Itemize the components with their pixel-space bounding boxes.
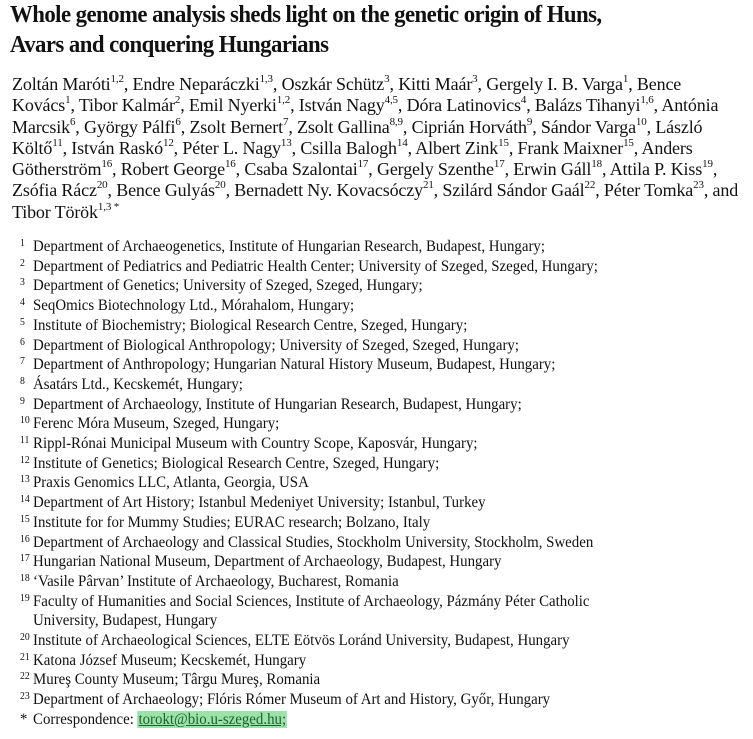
affiliation-text: SeqOmics Biotechnology Ltd., Mórahalom, Hungary; [33,297,355,315]
author-name: Gergely I. B. Varga [486,74,623,94]
affiliation-text: Department of Pediatrics and Pediatric Health Center; University of Szeged, Szeged, Hungary; [33,257,598,275]
author [71,138,173,158]
author-name: György Pálfi [84,116,176,137]
author-name: Emil Nyerki [188,95,277,116]
author-affiliation-ref: 6 [175,115,181,128]
affiliation-text: ‘Vasile Pârvan’ Institute of Archaeology, Bucharest, Romania [33,572,399,590]
affiliation-item: 14 Department of Art History; Istanbul Medeniyet University; Istanbul, Turkey [20,494,486,512]
author-affiliation-ref: 15 [623,136,634,149]
affiliation-text: Department of Biological Anthropology; University of Szeged, Szeged, Hungary; [33,336,520,354]
author [442,180,595,200]
affiliation-text: Rippl-Rónai Municipal Museum with Country Scope, Kaposvár, Hungary; [33,435,478,453]
author-name: László Költő [12,116,703,158]
author [535,95,654,115]
author [299,95,398,115]
author [121,159,236,179]
author [398,74,477,94]
author-name: Balázs Tihanyi [534,95,641,116]
author [12,74,124,94]
correspondence-label: Correspondence: [33,710,134,728]
author-affiliation-ref: 1,2 [276,94,291,107]
affiliation-text: Ásatárs Ltd., Kecskemét, Hungary; [33,375,243,393]
author-affiliation-ref: 17 [357,158,369,171]
author-name: Zsolt Bernert [189,116,283,137]
author-name: Frank Maixner [517,137,624,158]
author-name: Zoltán Maróti [12,74,111,94]
affiliation-text: Department of Genetics; University of Szeged, Szeged, Hungary; [33,277,423,295]
author-affiliation-ref: 16 [101,158,113,171]
author-name: Robert George [120,159,225,180]
author-name: Kitti Maár [398,74,473,94]
author-affiliation-ref: 16 [224,158,236,171]
author-name: Péter L. Nagy [182,137,281,158]
author [513,159,602,179]
author-name: Oszkár Schütz [281,74,385,94]
affiliation-item: 2 Department of Pediatrics and Pediatric Health Center; University of Szeged, Szeged, Hungary; [20,257,598,275]
author-affiliation-ref: 1 [65,94,71,107]
author-name: Endre Neparáczki [132,74,260,94]
author-affiliation-ref: 1 [622,73,629,85]
author-affiliation-ref: 20 [214,179,226,192]
author-affiliation-ref: 21 [422,179,434,192]
author-name: Dóra Latinovics [406,95,521,116]
affiliation-item: 17 Hungarian National Museum, Department of Archaeology, Budapest, Hungary [20,553,502,571]
author-affiliation-ref: 4,5 [384,94,398,107]
affiliation-text: Ferenc Móra Museum, Szeged, Hungary; [33,415,280,433]
affiliation-item-continued [20,611,699,631]
author-name: Attila P. Kiss [609,159,703,180]
author [604,180,704,200]
author-affiliation-ref: 10 [635,115,647,128]
author-affiliation-ref: 3 [384,73,390,85]
author-affiliation-ref: 1,3 * [97,200,120,213]
author-affiliation-ref: 1,3 [259,73,273,85]
author [244,159,368,179]
author-affiliation-ref: 1,6 [640,94,654,107]
author-affiliation-ref: 7 [282,115,289,128]
affiliation-text: Department of Anthropology; Hungarian Natural History Museum, Budapest, Hungary; [33,356,556,374]
correspondence-email-link[interactable]: torokt@bio.u-szeged.hu; [138,710,287,728]
affiliation-item: 20 Institute of Archaeological Sciences, ELTE Eötvös Loránd University, Budapest, Hungary [20,632,570,650]
affiliation-item: 10 Ferenc Móra Museum, Szeged, Hungary; [20,415,280,433]
author [133,74,273,94]
author-affiliation-ref: 3 [472,73,478,85]
author [486,74,628,94]
author-name: István Nagy [298,95,385,116]
author-affiliation-ref: 6 [69,115,76,128]
affiliation-item: 7 Department of Anthropology; Hungarian Natural History Museum, Budapest, Hungary; [20,356,556,374]
affiliation-item: 5 Institute of Biochemistry; Biological Research Centre, Szeged, Hungary; [20,316,468,334]
author-name: Csaba Szalontai [244,159,358,180]
affiliation-item: 4 SeqOmics Biotechnology Ltd., Mórahalom, Hungary; [20,297,355,315]
title-line-2: Avars and conquering Hungarians [10,31,329,58]
affiliation-text: Institute of Biochemistry; Biological Research Centre, Szeged, Hungary; [33,316,468,334]
author-affiliation-ref: 20 [96,179,108,192]
author [116,180,225,200]
author-affiliation-ref: 14 [396,136,408,149]
author-affiliation-ref: 1,2 [110,73,124,85]
author [412,117,533,137]
affiliation-item: 8 Ásatárs Ltd., Kecskemét, Hungary; [20,375,243,393]
affiliation-item: 1 Department of Archaeogenetics, Institute of Hungarian Research, Budapest, Hungary; [20,238,545,255]
affiliation-text: Katona József Museum; Kecskemét, Hungary [33,651,307,669]
author [541,117,647,137]
author-name: Antónia Marcsik [12,95,719,137]
affiliation-item: 12 Institute of Genetics; Biological Research Centre, Szeged, Hungary; [20,454,440,472]
author-affiliation-ref: 22 [584,179,596,192]
affiliation-item: 9 Department of Archaeology, Institute of Hungarian Research, Budapest, Hungary; [20,395,522,413]
author-affiliation-ref: 12 [162,136,174,149]
affiliation-item: 15 Institute for for Mummy Studies; EURAC research; Bolzano, Italy [20,513,431,531]
author-affiliation-ref: 2 [174,94,181,107]
affiliation-text: Department of Archaeogenetics, Institute of Hungarian Research, Budapest, Hungary; [33,238,545,255]
author-name: Zsófia Rácz [12,180,97,201]
author [84,117,181,137]
affiliation-item: 11 Rippl-Rónai Municipal Museum with Country Scope, Kaposvár, Hungary; [20,435,478,453]
affiliation-text: Department of Archaeology and Classical Studies, Stockholm University, Stockholm, Sweden [33,533,594,551]
title-line-1: Whole genome analysis sheds light on the genetic origin of Huns, [10,1,602,28]
author [189,95,290,115]
affiliation-text: Department of Archaeology; Flóris Rómer Museum of Art and History, Győr, Hungary [33,691,551,709]
author-name: Péter Tomka [603,180,694,201]
author-name: Bence Gulyás [116,180,215,201]
affiliation-text: Institute for for Mummy Studies; EURAC research; Bolzano, Italy [33,513,431,531]
author-affiliation-ref: 23 [693,179,704,192]
author [189,117,288,137]
affiliation-item: 3 Department of Genetics; University of Szeged, Szeged, Hungary; [20,277,423,295]
author [407,95,527,115]
author-affiliation-ref: 15 [498,136,509,149]
author-name: Ciprián Horváth [411,116,527,137]
affiliation-item: 22 Mureş County Museum; Târgu Mureş, Romania [20,671,321,689]
author [182,138,291,158]
affiliation-list [20,237,750,730]
affiliation-item: 23 Department of Archaeology; Flóris Rómer Museum of Art and History, Győr, Hungary [20,691,551,709]
affiliation-text: Mureş County Museum; Târgu Mureş, Romania [33,671,321,689]
affiliation-text: Faculty of Humanities and Social Sciences, Institute of Archaeology, Pázmány Péter Catholic [33,592,590,610]
author-name: Tibor Török [12,201,98,222]
author [12,180,108,200]
author-name: István Raskó [71,137,163,158]
author-name: Sándor Varga [540,116,636,137]
author [12,202,119,222]
author-name: Gergely Szenthe [376,159,494,180]
asterisk-marker: * [20,710,28,728]
affiliation-item: 19 Faculty of Humanities and Social Sciences, Institute of Archaeology, Pázmány Péter Catholic [20,592,590,610]
affiliation-item: 16 Department of Archaeology and Classical Studies, Stockholm University, Stockholm, Sweden [20,533,594,551]
affiliation-item: 18 ‘Vasile Pârvan’ Institute of Archaeology, Bucharest, Romania [20,572,399,590]
author [282,74,390,94]
affiliation-item: 21 Katona József Museum; Kecskemét, Hungary [20,651,307,669]
affiliation-text: Department of Art History; Istanbul Medeniyet University; Istanbul, Turkey [33,494,486,512]
author-affiliation-ref: 4 [520,94,527,107]
author-name: Szilárd Sándor Gaál [442,180,585,201]
author [415,138,509,158]
paper-title [10,0,698,60]
author-affiliation-ref: 13 [280,136,292,149]
author-name: Csilla Balogh [300,137,397,158]
affiliation-item: 6 Department of Biological Anthropology; University of Szeged, Szeged, Hungary; [20,336,520,354]
author-name: Albert Zink [415,137,499,158]
affiliation-text: Department of Archaeology, Institute of Hungarian Research, Budapest, Hungary; [33,395,522,413]
author-affiliation-ref: 8,9 [389,115,403,128]
author-name: Zsolt Gallina [297,116,390,137]
author [79,95,180,115]
author-affiliation-ref: 11 [52,136,63,149]
author-affiliation-ref: 9 [526,115,533,128]
affiliation-text: Institute of Archaeological Sciences, ELTE Eötvös Loránd University, Budapest, Hungary [33,632,570,650]
author-affiliation-ref: 18 [591,158,602,171]
author-list: Zoltán Maróti$^{1,2}$, Endre Neparáczki$^{1,3}$, Oszkár Schütz$^3$, Kitti Maár$^3$, Gergely I. B. Varga$^1$, Bence Kovács$^1$, Tibor Kalmár$^2$, Emil Nyerki$^{1,2}$, István Nagy$^{4,5}$, Dóra Latinovics$^4$, Balázs Tihanyi$^{1,6}$, Antónia Marcsik$^6$, György Pálfi$^6$, Zsolt Bernert$^7$, Zsolt Gallina$^{8,9}$, Ciprián Horváth$^9$, Sándor Varga$^{10}$, László Költő$^{11}$, István Raskó$^{12}$, Péter L. Nagy$^{13}$, Csilla Balogh$^{14}$, Albert Zink$^{15}$, Frank Maixner$^{15}$, Anders Götherström$^{16}$, Robert George$^{16}$, Csaba Szalontai$^{17}$, Gergely Szenthe$^{17}$, Erwin Gáll$^{18}$, Attila P. Kiss$^{19}$, Zsófia Rácz$^{20}$, Bence Gulyás$^{20}$, Bernadett Ny. Kovacsóczy$^{21}$, Szilárd Sándor Gaál$^{22}$, Péter Tomka$^{23}$, and Tibor Török$^{1,3 *}$ [12,73,739,222]
author [377,159,505,179]
author-name: Erwin Gáll [513,159,592,180]
affiliation-text: Institute of Genetics; Biological Research Centre, Szeged, Hungary; [33,454,440,472]
author [297,117,403,137]
affiliation-text: Hungarian National Museum, Department of Archaeology, Budapest, Hungary [33,553,502,571]
author [610,159,713,179]
author [518,138,634,158]
correspondence [20,710,699,730]
author-name: Bence Kovács [12,74,682,116]
author-name: Tibor Kalmár [78,95,175,116]
affiliation-text: Praxis Genomics LLC, Atlanta, Georgia, USA [33,474,309,492]
author [300,138,407,158]
author-name: Anders Götherström [12,137,693,180]
affiliation-item: 13 Praxis Genomics LLC, Atlanta, Georgia, USA [20,474,309,492]
author-affiliation-ref: 19 [702,158,713,171]
author-name: Bernadett Ny. Kovacsóczy [234,180,423,201]
author-affiliation-ref: 17 [493,158,505,171]
affiliation-text-continued: University, Budapest, Hungary [33,612,218,630]
author [234,180,433,200]
